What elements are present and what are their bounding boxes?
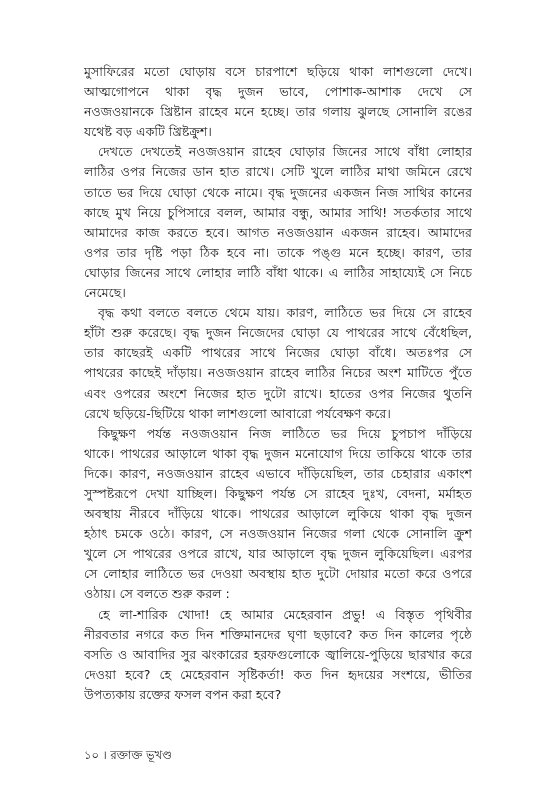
text-line: দেখতে দেখতেই নওজওয়ান রাহেব ঘোড়ার জিনের সাথে বাঁধা লোহার xyxy=(98,144,472,160)
text-line: ওঠায়। সে বলতে শুরু করল : xyxy=(84,586,230,602)
text-line: সুস্পষ্টরূপে দেখা যাচ্ছিল। কিছুক্ষণ পর্যন্ত সে রাহেব দুঃখ, বেদনা, মর্মাহত xyxy=(84,485,472,501)
text-line: দিকে। কারণ, নওজওয়ান রাহেব এভাবে দাঁড়িয়েছিল, তার চেহারার একাংশ xyxy=(84,465,472,481)
text-line: ওপর তার দৃষ্টি পড়া ঠিক হবে না। তাকে পঙ্গু মনে হচ্ছে। কারণ, তার xyxy=(84,244,472,260)
text-line: উপত্যকায় রক্তের ফসল বপন করা হবে? xyxy=(84,686,282,702)
text-line: এবং ওপরের অংশে নিজের হাত দুটো রাখে। হাতের ওপর নিজের থুতনি xyxy=(84,385,472,401)
text-line: দেওয়া হবে? হে মেহেরবান সৃষ্টিকর্তা! কত দিন হৃদয়ের সংশয়ে, ভীতির xyxy=(84,666,472,682)
text-line: পাথরের কাছেই দাঁড়ায়। নওজওয়ান রাহেব লাঠির নিচের অংশ মাটিতে পুঁতে xyxy=(84,365,472,381)
text-line: নীরবতার নগরে কত দিন শক্তিমানদের ঘৃণা ছড়াবে? কত দিন কালের পৃষ্ঠে xyxy=(84,626,472,642)
text-line: সে লোহার লাঠিতে ভর দেওয়া অবস্থায় হাত দুটো দোয়ার মতো করে ওপরে xyxy=(84,566,472,582)
text-line: হাঁটা শুরু করেছে। বৃদ্ধ দুজন নিজেদের ঘোড়া যে পাথরের সাথে বেঁধেছিল, xyxy=(84,325,472,341)
text-line: হে লা-শারিক খোদা! হে আমার মেহেরবান প্রভু! এ বিস্তৃত পৃথিবীর xyxy=(98,606,472,622)
text-line: নওজওয়ানকে খ্রিষ্টান রাহেব মনে হচ্ছে। তার গলায় ঝুলছে সোনালি রঙের xyxy=(84,104,472,120)
text-line: তাতে ভর দিয়ে ঘোড়া থেকে নামে। বৃদ্ধ দুজনের একজন নিজ সাথির কানের xyxy=(84,184,472,200)
footer-separator: । xyxy=(102,748,107,762)
paragraph xyxy=(84,303,472,424)
paragraph xyxy=(84,424,472,605)
text-line: আত্মগোপনে থাকা বৃদ্ধ দুজন ভাবে, পোশাক-আশাক দেখে সে xyxy=(84,84,472,100)
text-line: কিছুক্ষণ পর্যন্ত নওজওয়ান নিজ লাঠিতে ভর দিয়ে চুপচাপ দাঁড়িয়ে xyxy=(98,425,472,441)
text-line: রেখে ছড়িয়ে-ছিটিয়ে থাকা লাশগুলো আবারো পর্যবেক্ষণ করে। xyxy=(84,405,391,421)
text-line: ঘোড়ার জিনের সাথে লোহার লাঠি বাঁধা থাকে। এ লাঠির সাহায্যেই সে নিচে xyxy=(84,264,472,280)
paragraph xyxy=(84,605,472,705)
page-footer xyxy=(84,747,172,766)
text-line: মুসাফিরের মতো ঘোড়ায় বসে চারপাশে ছড়িয়ে থাকা লাশগুলো দেখে। xyxy=(84,64,472,79)
text-line: কাছে মুখ নিয়ে চুপিসারে বলল, আমার বন্ধু, আমার সাথি! সতর্কতার সাথে xyxy=(84,204,472,220)
text-line: থাকে। পাথরের আড়ালে থাকা বৃদ্ধ দুজন মনোযোগ দিয়ে তাকিয়ে থাকে তার xyxy=(84,445,472,461)
text-line: লাঠির ওপর নিজের ডান হাত রাখে। সেটি খুলে লাঠির মাথা জমিনে রেখে xyxy=(84,164,472,180)
text-line: বসতি ও আবাদির সুর ঝংকারের হরফগুলোকে জ্বালিয়ে-পুড়িয়ে ছারখার করে xyxy=(84,646,472,662)
text-line: বৃদ্ধ কথা বলতে বলতে থেমে যায়। কারণ, লাঠিতে ভর দিয়ে সে রাহেব xyxy=(98,305,472,321)
text-line: নেমেছে। xyxy=(84,285,126,301)
page-number: ১০ xyxy=(84,748,99,762)
paragraph xyxy=(84,62,472,142)
text-line: অবস্থায় নীরবে দাঁড়িয়ে থাকে। পাথরের আড়ালে লুকিয়ে থাকা বৃদ্ধ দুজন xyxy=(84,506,472,522)
text-line: হঠাৎ চমকে ওঠে। কারণ, সে নওজওয়ান নিজের গলা থেকে সোনালি ক্রুশ xyxy=(84,526,472,542)
text-line: আমাদের কাজ করতে হবে। আগত নওজওয়ান একজন রাহেব। আমাদের xyxy=(84,224,472,240)
paragraph xyxy=(84,142,472,303)
text-line: তার কাছেরই একটি পাথরের সাথে নিজের ঘোড়া বাঁধে। অতঃপর সে xyxy=(84,345,472,361)
text-line: যথেষ্ট বড় একটি খ্রিষ্টক্রুশ। xyxy=(84,124,212,140)
text-line: খুলে সে পাথরের ওপরে রাখে, যার আড়ালে বৃদ্ধ দুজন লুকিয়েছিল। এরপর xyxy=(84,546,472,562)
book-title: রক্তাক্ত ভূখণ্ড xyxy=(110,748,172,762)
page-body-text xyxy=(84,62,472,705)
